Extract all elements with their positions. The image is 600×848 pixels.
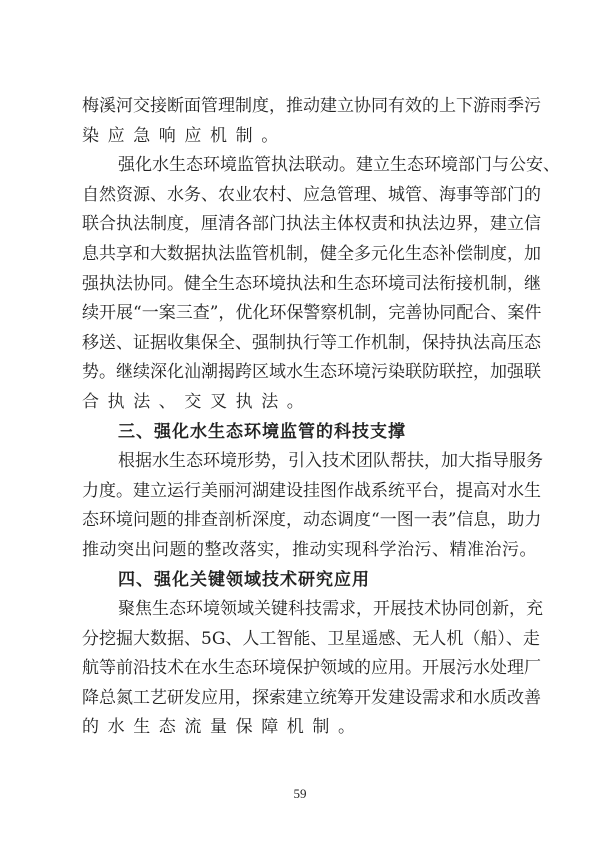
- section-heading: [82, 566, 520, 596]
- paragraph: [82, 595, 543, 743]
- paragraph: [82, 151, 560, 417]
- text-line: 分挖掘大数据、5G、人工智能、卫星遥感、无人机（船）、走: [82, 628, 540, 649]
- document-body: [82, 92, 560, 743]
- text-line: 航等前沿技术在水生态环境保护领域的应用。开展污水处理厂: [82, 658, 541, 679]
- text-line: 强化水生态环境监管执法联动。建立生态环境部门与公安、: [118, 155, 560, 176]
- text-line: 四、强化关键领域技术研究应用: [118, 569, 370, 590]
- text-line: 势。继续深化汕潮揭跨区域水生态环境污染联防联控，加强联: [82, 362, 541, 383]
- paragraph: [82, 447, 543, 565]
- text-line: 态环境问题的排查剖析深度，动态调度“一图一表”信息，助力: [82, 510, 542, 531]
- text-line: 续开展“一案三查”，优化环保警察机制，完善协同配合、案件: [82, 303, 542, 324]
- text-line: 合执法、交叉执法。: [82, 391, 313, 412]
- section-heading: [82, 418, 520, 448]
- text-line: 降总氮工艺研发应用，探索建立统筹开发建设需求和水质改善: [82, 687, 541, 708]
- text-line: 根据水生态环境形势，引入技术团队帮扶，加大指导服务: [118, 451, 543, 472]
- page-number: 59: [293, 786, 307, 801]
- paragraph: [82, 92, 541, 151]
- text-line: 力度。建立运行美丽河湖建设挂图作战系统平台，提高对水生: [82, 480, 541, 501]
- text-line: 移送、证据收集保全、强制执行等工作机制，保持执法高压态: [82, 332, 541, 353]
- text-line: 自然资源、水务、农业农村、应急管理、城管、海事等部门的: [82, 184, 541, 205]
- text-line: 强执法协同。健全生态环境执法和生态环境司法衔接机制，继: [82, 273, 541, 294]
- text-line: 梅溪河交接断面管理制度，推动建立协同有效的上下游雨季污: [82, 96, 541, 116]
- text-line: 联合执法制度，厘清各部门执法主体权责和执法边界，建立信: [82, 214, 541, 235]
- text-line: 聚焦生态环境领域关键科技需求，开展技术协同创新，充: [118, 599, 543, 620]
- text-line: 的水生态流量保障机制。: [82, 717, 364, 738]
- text-line: 息共享和大数据执法监管机制，健全多元化生态补偿制度，加: [82, 243, 541, 264]
- text-line: 三、强化水生态环境监管的科技支撑: [118, 421, 406, 442]
- text-line: 染应急响应机制。: [82, 125, 287, 146]
- text-line: 推动突出问题的整改落实，推动实现科学治污、精准治污。: [82, 539, 537, 560]
